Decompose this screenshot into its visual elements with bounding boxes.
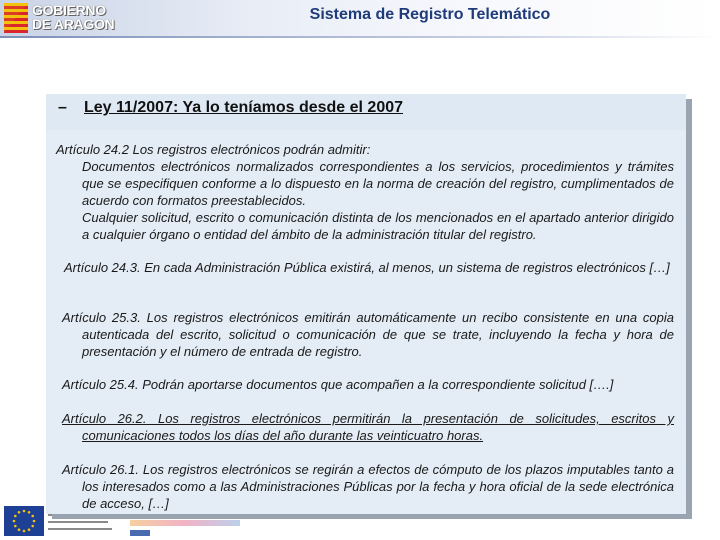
aragon-flag-icon xyxy=(4,3,28,33)
article-24-2 xyxy=(56,141,674,243)
article-25-3: Artículo 25.3. Los registros electrónicos emitirán automáticamente un recibo consistente en una copia autenticada del escrito, solicitud o comunicación de que se trate, incluyendo la fecha y hora de presentación y el número de entrada de registro. xyxy=(62,310,674,359)
heading-bullet: – xyxy=(58,99,67,116)
eu-flag-icon xyxy=(4,506,44,536)
gobierno-aragon-logo xyxy=(4,2,144,34)
article-26-1: Artículo 26.1. Los registros electrónicos se regirán a efectos de cómputo de los plazos imputables tanto a los interesados como a las Administraciones Públicas por la fecha y hora oficial de la sede electrónica de acceso, […] xyxy=(62,462,674,511)
page-title: Sistema de Registro Telemático xyxy=(309,6,551,23)
article-24-3: Artículo 24.3. En cada Administración Pública existirá, al menos, un sistema de registros electrónicos […] xyxy=(64,260,670,275)
article-25-4: Artículo 25.4. Podrán aportarse documentos que acompañen a la correspondiente solicitud [….] xyxy=(62,377,614,392)
article-26-2: Artículo 26.2. Los registros electrónicos permitirán la presentación de solicitudes, escritos y comunicaciones todos los días del año durante las veinticuatro horas. xyxy=(62,411,674,443)
footer-partner-logo xyxy=(130,516,290,536)
logo-text xyxy=(32,3,114,31)
logo-text-line2: DE ARAGON xyxy=(32,16,115,32)
article-24-2-intro: Artículo 24.2 Los registros electrónicos podrán admitir: xyxy=(56,142,371,157)
article-24-2-item-b: Cualquier solicitud, escrito o comunicación distinta de los mencionados en el apartado anterior dirigido a cualquier órgano o entidad del ámbito de la administración titular del registro. xyxy=(82,210,674,242)
article-24-2-item-a: Documentos electrónicos normalizados correspondientes a los servicios, procedimientos y trámites que se especifiquen conforme a lo dispuesto en la norma de creación del registro, cumplimentados de acuerdo con formatos preestablecidos. xyxy=(82,159,674,208)
slide-heading: Ley 11/2007: Ya lo teníamos desde el 2007 xyxy=(84,99,404,116)
logo-text-line1: GOBIERNO xyxy=(32,2,106,18)
header-divider xyxy=(0,36,720,38)
